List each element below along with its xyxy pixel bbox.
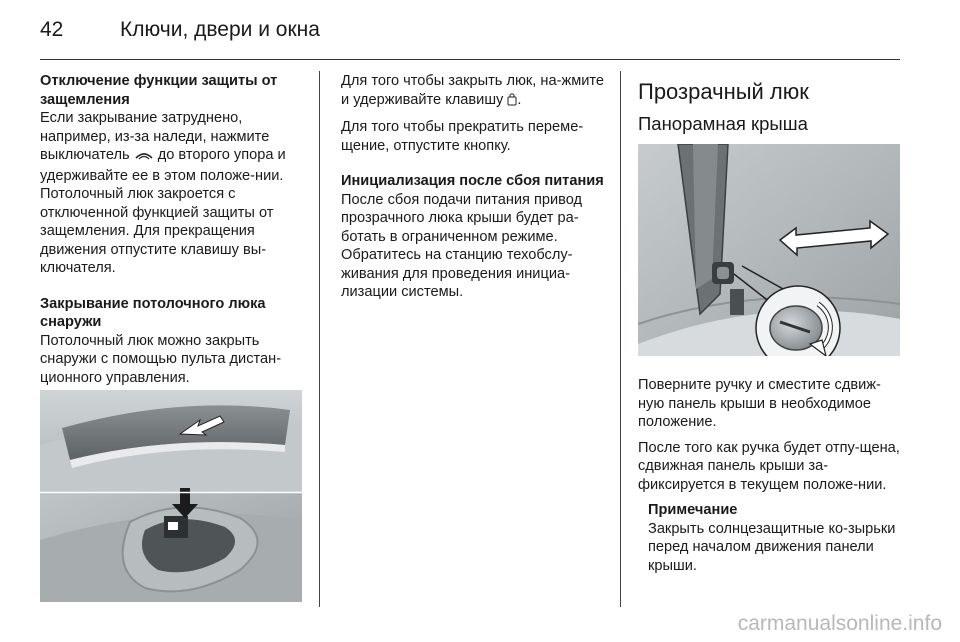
section-heading-antipinch: Отключение функции защиты от защемления [40,73,278,108]
paragraph-handle-released: После того как ручка будет отпу-щена, сдвижная панель крыши за-фиксируется в текущем положе-нии. [638,439,900,493]
paragraph-turn-handle: Поверните ручку и сместите сдвиж-ную панель крыши в необходимое положение. [638,377,881,430]
header-divider [40,59,900,60]
paragraph-close-sunroof: Для того чтобы закрыть люк, на-жмите и удерживайте клавишу . [341,72,607,111]
paragraph-antipinch: Если закрывание затруднено, например, из-за наледи, нажмите выключатель до второго упора и удерживайте ее в этом положе-нии. Потолочный люк закроется с отключенной функцией защиты от защемления. Для прекращения движения отпустите клавишу вы-ключателя. [40,110,286,276]
column-right [638,78,904,148]
key-lock-icon [507,92,517,112]
figure-panoramic-roof-handle [638,144,900,356]
paragraph-close-outside: Потолочный люк можно закрыть снаружи с помощью пульта дистан-ционного управления. [40,332,282,386]
section-heading-close-outside: Закрывание потолочного люка снаружи [40,295,266,330]
section-title-transparent-roof: Прозрачный люк [638,79,809,104]
column-divider-2 [620,71,621,607]
watermark: carmanualsonline.info [737,612,942,635]
paragraph-stop-movement: Для того чтобы прекратить переме-щение, отпустите кнопку. [341,119,584,154]
section-heading-initialization: Инициализация после сбоя питания [341,173,604,189]
paragraph-initialization: После сбоя подачи питания привод прозрачного люка крыши будет ра-ботать в ограниченном режиме. Обратитесь на станцию техобслу-живания для проведения инициа-лизации системы. [341,191,583,300]
note-block [648,501,904,575]
column-divider-1 [319,71,320,607]
note-title: Примечание [648,502,738,518]
column-left [40,72,306,394]
column-middle [341,72,607,309]
section-subtitle-panoramic-roof: Панорамная крыша [638,113,808,134]
sunroof-switch-icon [134,148,154,167]
column-right-text [638,376,904,582]
page-number: 42 [40,18,64,41]
figure-remote-key-sunroof [40,390,302,602]
page-title: Ключи, двери и окна [120,18,320,41]
note-text: Закрыть солнцезащитные ко-зырьки перед началом движения панели крыши. [648,520,896,574]
